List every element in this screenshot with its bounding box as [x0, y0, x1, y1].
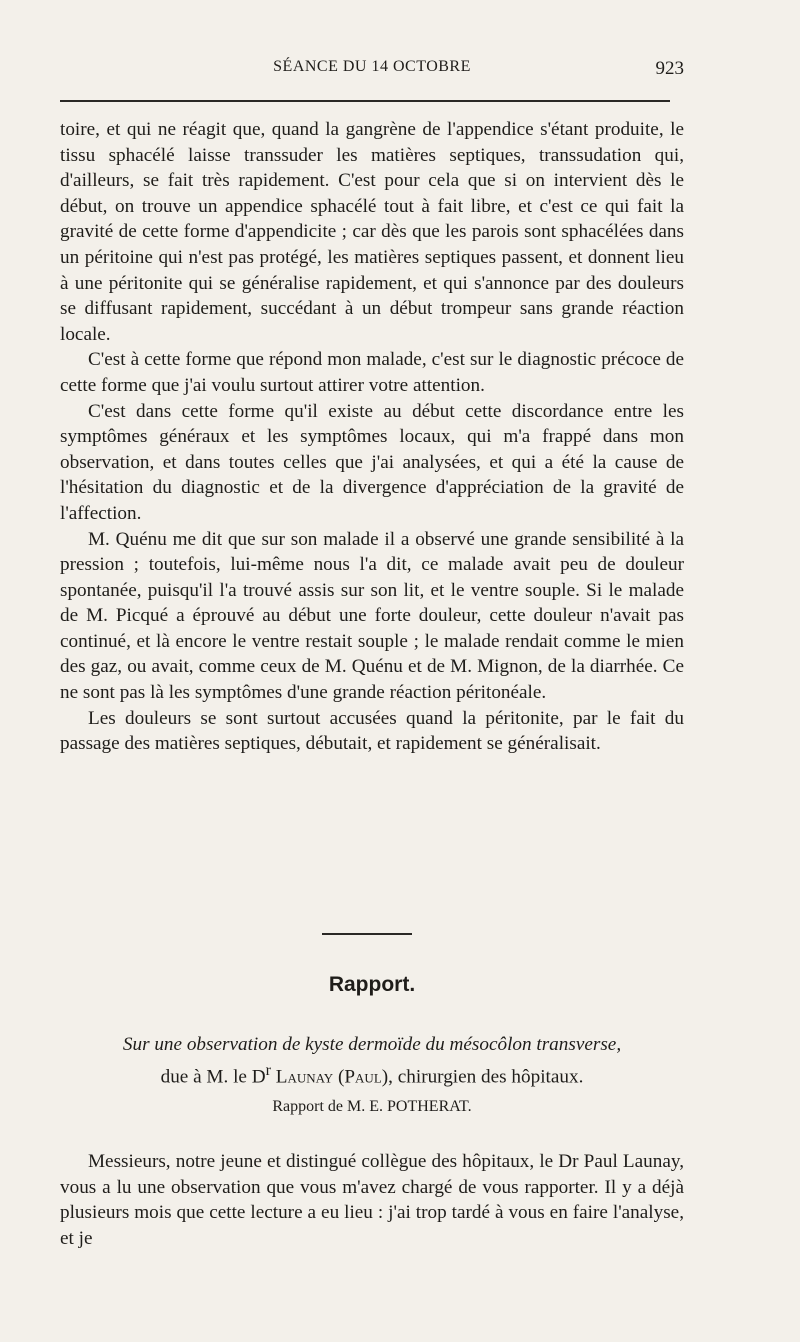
subject-author: Launay (Paul): [275, 1066, 389, 1088]
subject-line-2: [60, 1058, 684, 1090]
report-subject: [60, 1032, 684, 1090]
subject-sup: r: [265, 1062, 271, 1079]
page-number: 923: [655, 58, 684, 79]
report-body: [60, 1149, 684, 1251]
paragraph-2: C'est à cette forme que répond mon malade, c'est sur le diagnostic précoce de cette forme que j'ai voulu surtout attirer votre attention.: [60, 349, 684, 396]
subject-line-1: Sur une observation de kyste dermoïde du mésocôlon transverse,: [122, 1034, 622, 1055]
subject-pre: due à M. le D: [160, 1066, 266, 1088]
header-rule: [60, 100, 670, 102]
paragraph-5: Les douleurs se sont surtout accusées quand la péritonite, par le fait du passage des matières septiques, débutait, et rapidement se généralisait.: [60, 707, 684, 755]
running-head: SÉANCE DU 14 OCTOBRE: [273, 58, 471, 75]
paragraph-1: toire, et qui ne réagit que, quand la gangrène de l'appendice s'étant produite, le tissu sphacélé laisse transsuder les matières septiques, transsudation qui, d'ailleurs, se fait très rapidement. C'est pour cela que si on intervient dès le début, on trouve un appendice sphacélé tout à fait libre, et c'est ce qui fait la gravité de cette forme d'appendicite ; car dès que les parois sont sphacélées dans un péritoine qui n'est pas protégé, les matières septiques passent, et donnent lieu à une péritonite qui se généralise rapidement, et qui s'annonce par des douleurs se diffusant rapidement, succédant à un début trompeur sans grande réaction locale.: [60, 119, 684, 345]
section-divider: [322, 933, 412, 935]
page-header: [60, 58, 684, 88]
paragraph-3: C'est dans cette forme qu'il existe au début cette discordance entre les symptômes généraux et les symptômes locaux, qui m'a frappé dans mon observation, et dans toutes celles que j'ai analysées, et qui a été la cause de l'hésitation du diagnostic et de la divergence d'appréciation de la gravité de l'affection.: [60, 400, 684, 524]
report-paragraph: Messieurs, notre jeune et distingué collègue des hôpitaux, le Dr Paul Launay, vous a lu une observation que vous m'avez chargé de vous rapporter. Il y a déjà plusieurs mois que cette lecture a eu lieu : j'ai trop tardé à vous en faire l'analyse, et je: [60, 1151, 684, 1249]
section-title: Rapport.: [328, 973, 416, 996]
body-text: [60, 117, 684, 757]
paragraph-4: M. Quénu me dit que sur son malade il a observé une grande sensibilité à la pression ; toutefois, lui-même nous l'a dit, ce malade avait peu de douleur spontanée, puisqu'il l'a trouvé assis sur son lit, et le ventre souple. Si le malade de M. Picqué a éprouvé au début une forte douleur, cette douleur n'avait pas continué, et là encore le ventre restait souple ; le malade rendait comme le mien des gaz, ou avait, comme ceux de M. Quénu et de M. Mignon, de la diarrhée. Ce ne sont pas là les symptômes d'une grande réaction péritonéale.: [60, 528, 684, 704]
subject-post: , chirurgien des hôpitaux.: [388, 1066, 584, 1088]
report-by: Rapport de M. E. POTHERAT.: [272, 1098, 472, 1115]
